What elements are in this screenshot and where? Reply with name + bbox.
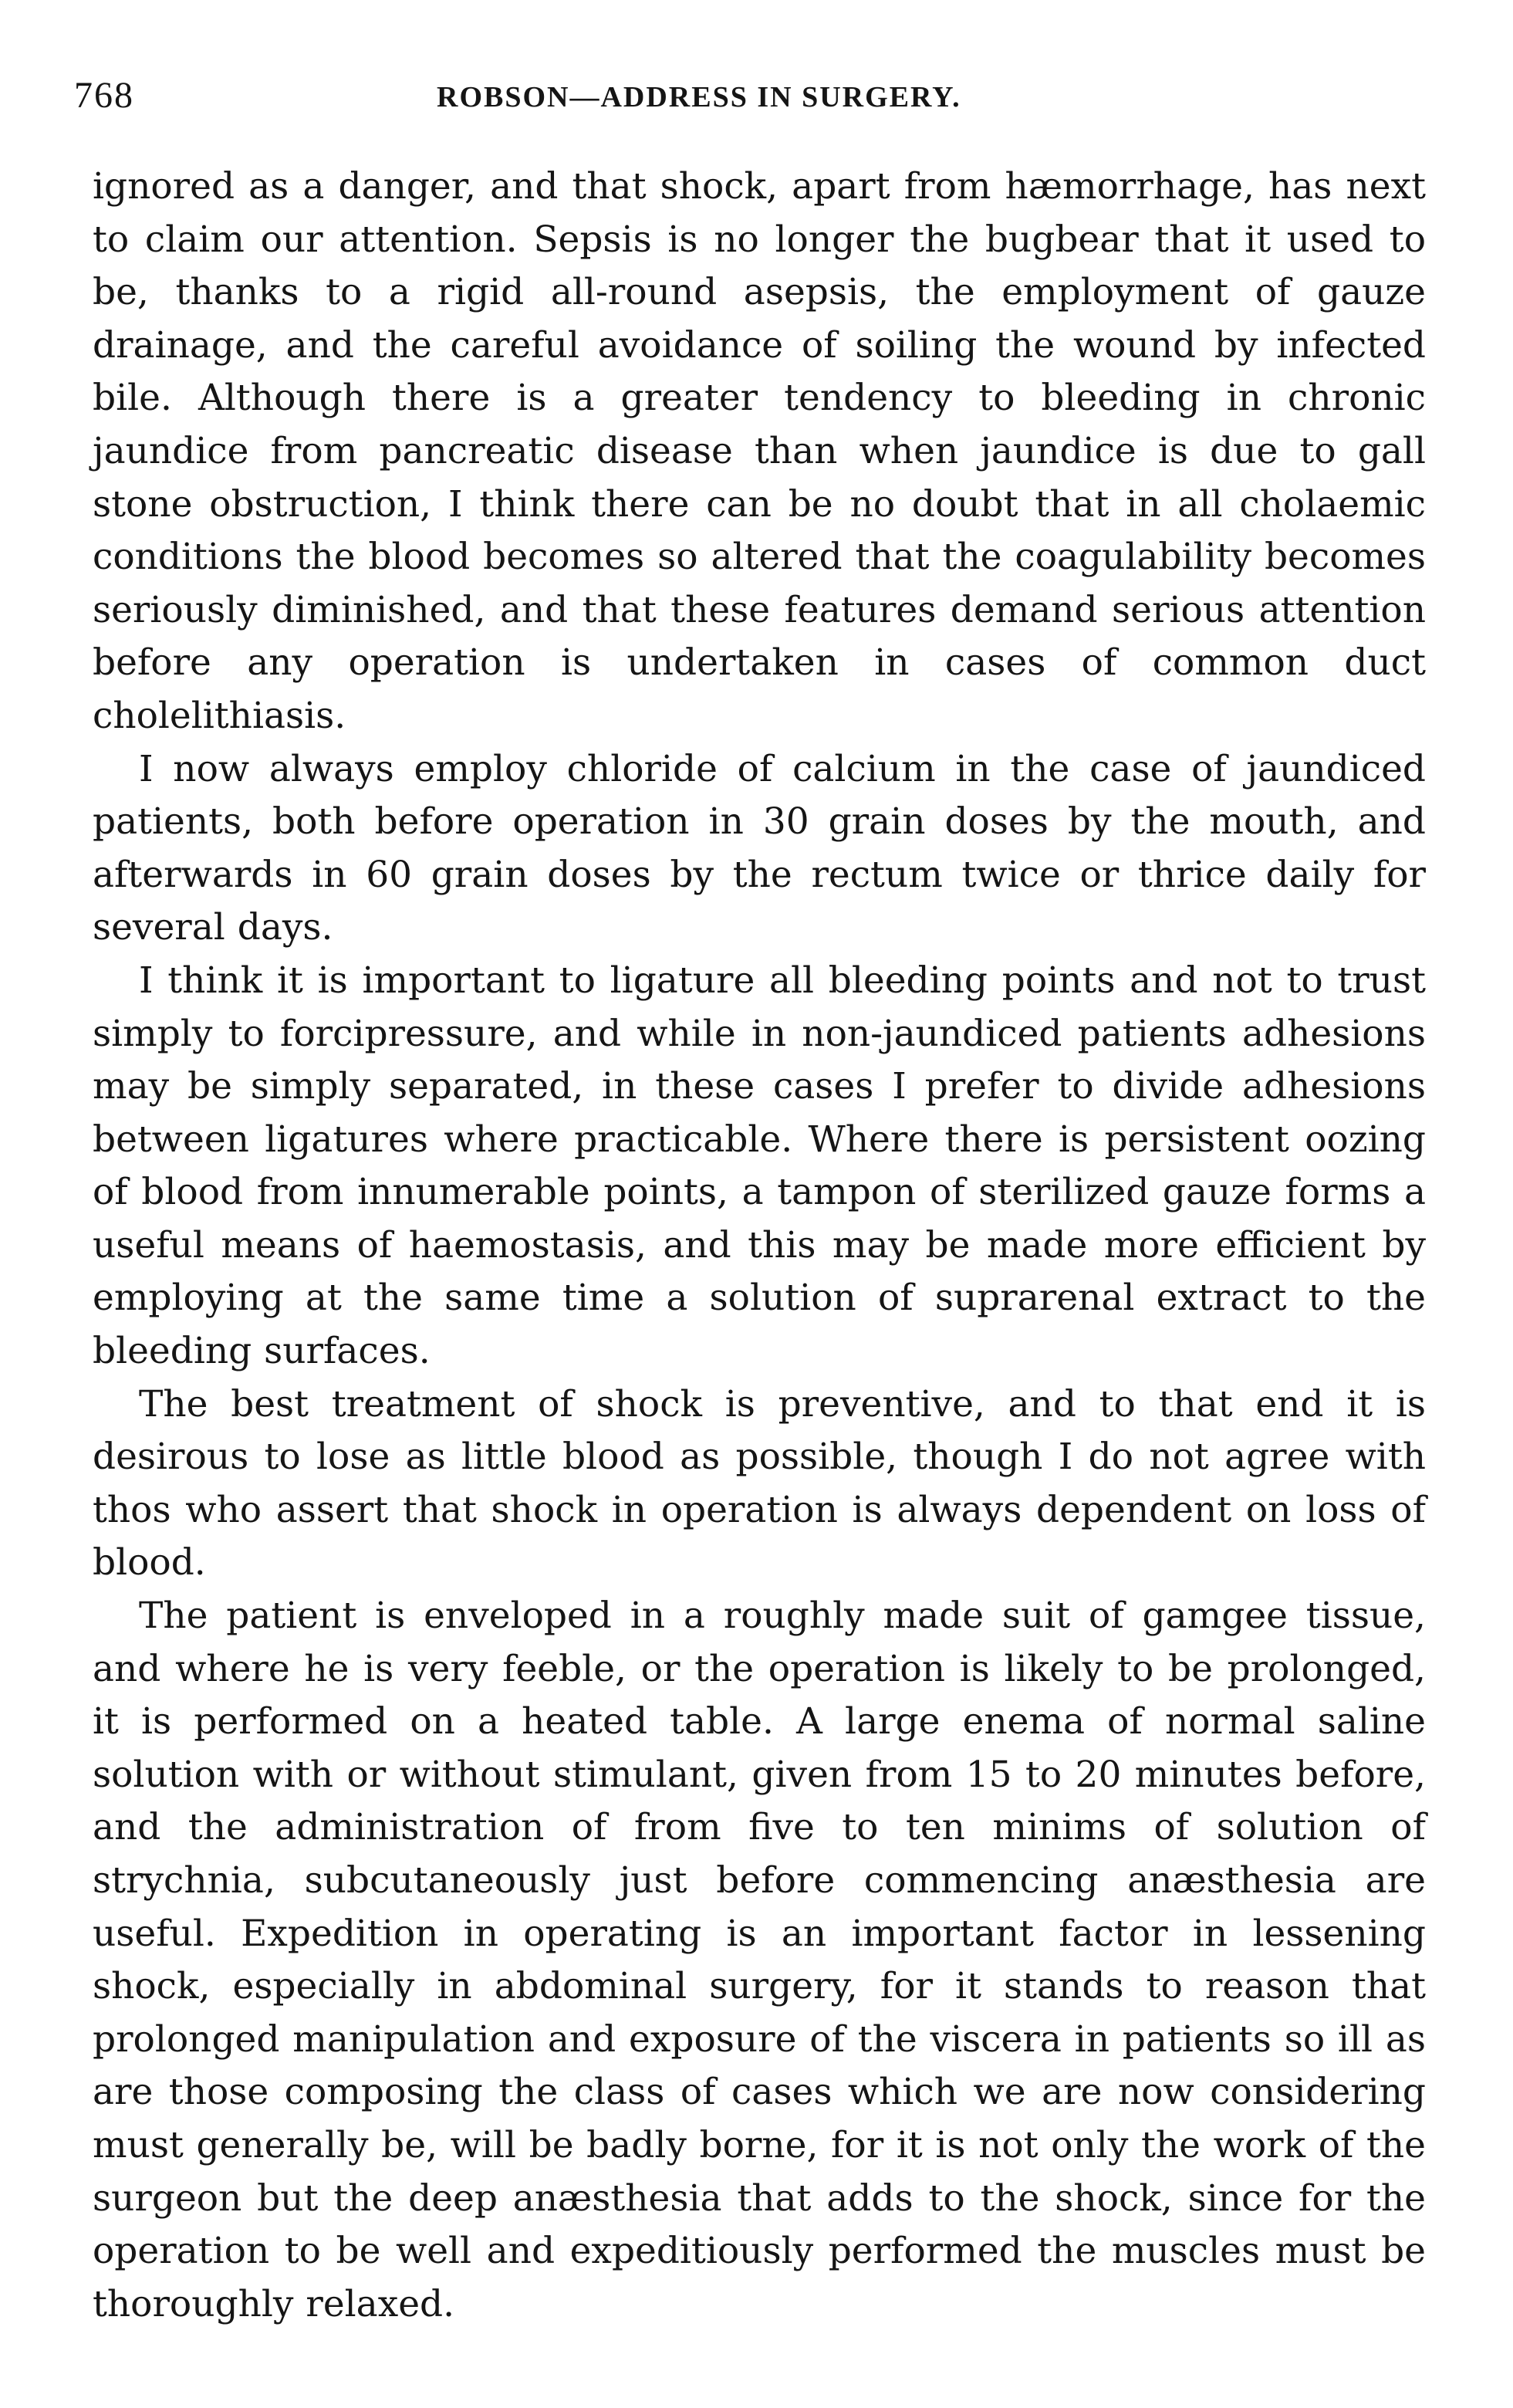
paragraph-shock-treatment: The best treatment of shock is preventive, and to that end it is desirous to lose as little blood as possible, though I do not agree with thos who assert that shock in operation is always dependent on loss of blood. — [93, 1382, 1426, 1584]
page-number: 768 — [74, 75, 134, 116]
paragraph-chloride-of-calcium: I now always employ chloride of calcium in the case of jaundiced patients, both before operation in 30 grain doses by the mouth, and afterwards in 60 grain doses by the rectum twice or thrice daily for several days. — [93, 747, 1426, 949]
paragraph-continued: ignored as a danger, and that shock, apart from hæmorrhage, has next to claim our attention. Sepsis is no longer the bugbear that it used to be, thanks to a rigid all-round asepsis, the employment of gauze drainage, and the careful avoidance of soiling the wound by infected bile. Although there is a greater tendency to bleeding in chronic jaundice from pancreatic disease than when jaundice is due to gall stone obstruction, I think there can be no doubt that in all cholaemic conditions the blood becomes so altered that the coagulability becomes seriously diminished, and that these features demand serious attention before any operation is undertaken in cases of common duct cholelithiasis. — [93, 165, 1426, 737]
running-head: ROBSON—ADDRESS IN SURGERY. — [437, 81, 961, 113]
body-text — [93, 161, 1426, 2331]
page-header — [74, 74, 1417, 120]
paragraph-ligature: I think it is important to ligature all bleeding points and not to trust simply to forcipressure, and while in non-jaundiced patients adhesions may be simply separated, in these cases I prefer to divide adhesions between ligatures where practicable. Where there is persistent oozing of blood from innumerable points, a tampon of sterilized gauze forms a useful means of haemostasis, and this may be made more efficient by employing at the same time a solution of suprarenal extract to the bleeding surfaces. — [93, 959, 1426, 1373]
paragraph-patient-preparation: The patient is enveloped in a roughly made suit of gamgee tissue, and where he is very feeble, or the operation is likely to be prolonged, it is performed on a heated table. A large enema of normal saline solution with or without stimulant, given from 15 to 20 minutes before, and the administration of from five to ten minims of solution of strychnia, subcutaneously just before commencing anæsthesia are useful. Expedition in operating is an important factor in lessening shock, especially in abdominal surgery, for it stands to reason that prolonged manipulation and exposure of the viscera in patients so ill as are those composing the class of cases which we are now considering must generally be, will be badly borne, for it is not only the work of the surgeon but the deep anæsthesia that adds to the shock, since for the operation to be well and expeditiously performed the muscles must be thoroughly relaxed. — [93, 1595, 1426, 2325]
